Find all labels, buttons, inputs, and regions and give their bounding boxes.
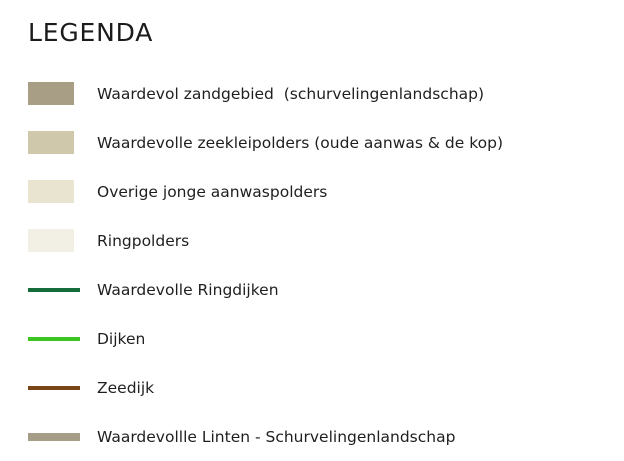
legend-item-label: Waardevol zandgebied (schurvelingenlandschap) — [97, 84, 485, 103]
legend-item — [28, 363, 624, 412]
legend-item-label: Overige jonge aanwaspolders — [97, 182, 328, 201]
legend-item-label: Waardevollle Linten - Schurvelingenlandschap — [97, 427, 456, 446]
legend-swatch-wrap — [28, 337, 84, 341]
color-swatch-icon — [28, 229, 74, 252]
legend-item-label: Waardevolle zeekleipolders (oude aanwas & de kop) — [97, 133, 504, 152]
legend-swatch-wrap — [28, 180, 84, 203]
color-swatch-icon — [28, 180, 74, 203]
line-symbol-icon — [28, 288, 80, 292]
legend-swatch-wrap — [28, 229, 84, 252]
legend-title: LEGENDA — [28, 18, 154, 47]
color-swatch-icon — [28, 82, 74, 105]
legend-swatch-wrap — [28, 131, 84, 154]
legend-swatch-wrap — [28, 433, 84, 441]
legend-item — [28, 118, 624, 167]
legend-item — [28, 412, 624, 461]
line-symbol-icon — [28, 337, 80, 341]
legend-item-label: Waardevolle Ringdijken — [97, 280, 279, 299]
legend-items-list — [28, 69, 624, 461]
legend-swatch-wrap — [28, 82, 84, 105]
legend-swatch-wrap — [28, 288, 84, 292]
legend-item — [28, 265, 624, 314]
color-swatch-icon — [28, 131, 74, 154]
line-symbol-icon — [28, 386, 80, 390]
legend-item — [28, 216, 624, 265]
line-symbol-icon — [28, 433, 80, 441]
legend-item-label: Zeedijk — [97, 378, 155, 397]
legend-item — [28, 167, 624, 216]
legend-item-label: Ringpolders — [97, 231, 190, 250]
legend-item — [28, 314, 624, 363]
legend-swatch-wrap — [28, 386, 84, 390]
legend-item — [28, 69, 624, 118]
legend-item-label: Dijken — [97, 329, 146, 348]
